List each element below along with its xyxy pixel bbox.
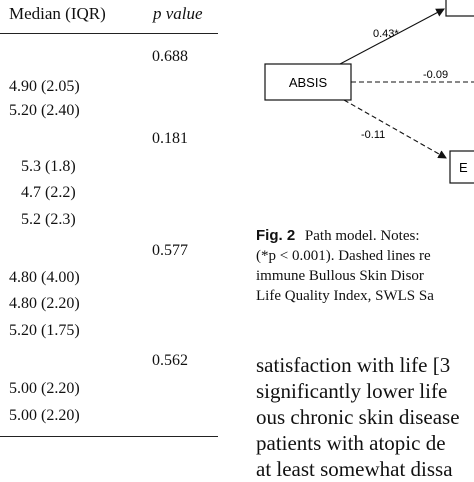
- edge-absis-to-bottom: [344, 100, 446, 158]
- median-cell: 4.7 (2.2): [21, 184, 76, 201]
- body-text-line: satisfaction with life [3: [256, 353, 451, 377]
- median-cell: 5.20 (2.40): [9, 102, 80, 119]
- table-header-p-value: [153, 4, 203, 24]
- edge-bottom-label: -0.11: [361, 129, 386, 141]
- body-text-line: at least somewhat dissa: [256, 457, 453, 481]
- table-header-p-value-text: p value: [153, 4, 203, 23]
- bottom-node-label: E: [459, 160, 468, 175]
- figure-caption-line: [256, 226, 420, 246]
- table-header-median: Median (IQR): [9, 4, 106, 23]
- figure-caption-line: immune Bullous Skin Disor: [256, 268, 424, 284]
- median-cell: 5.00 (2.20): [9, 380, 80, 397]
- table-bottom-rule: [0, 436, 218, 437]
- caption-text: Path model. Notes:: [304, 228, 420, 244]
- median-cell: 5.2 (2.3): [21, 211, 76, 228]
- table-header-rule: [0, 33, 218, 34]
- p-value-cell: 0.181: [152, 130, 188, 147]
- median-cell: 4.80 (4.00): [9, 269, 80, 286]
- path-model-diagram: [240, 0, 474, 200]
- median-cell: 4.80 (2.20): [9, 295, 80, 312]
- top-node-box: [446, 0, 474, 16]
- median-cell: 5.00 (2.20): [9, 407, 80, 424]
- median-cell: 5.3 (1.8): [21, 158, 76, 175]
- p-value-cell: 0.562: [152, 352, 188, 369]
- p-value-cell: 0.577: [152, 242, 188, 259]
- body-text-line: ous chronic skin disease: [256, 405, 460, 429]
- median-cell: 4.90 (2.05): [9, 78, 80, 95]
- figure-label: Fig. 2: [256, 227, 296, 244]
- body-text-line: patients with atopic de: [256, 431, 446, 455]
- edge-top-label: 0.43*: [373, 28, 399, 40]
- body-text-line: significantly lower life: [256, 379, 448, 403]
- median-cell: 5.20 (1.75): [9, 322, 80, 339]
- figure-caption-line: (*p < 0.001). Dashed lines re: [256, 248, 431, 264]
- p-value-cell: 0.688: [152, 48, 188, 65]
- edge-mid-label: -0.09: [423, 69, 449, 81]
- figure-caption-line: Life Quality Index, SWLS Sa: [256, 288, 434, 304]
- absis-node-label: ABSIS: [288, 75, 328, 90]
